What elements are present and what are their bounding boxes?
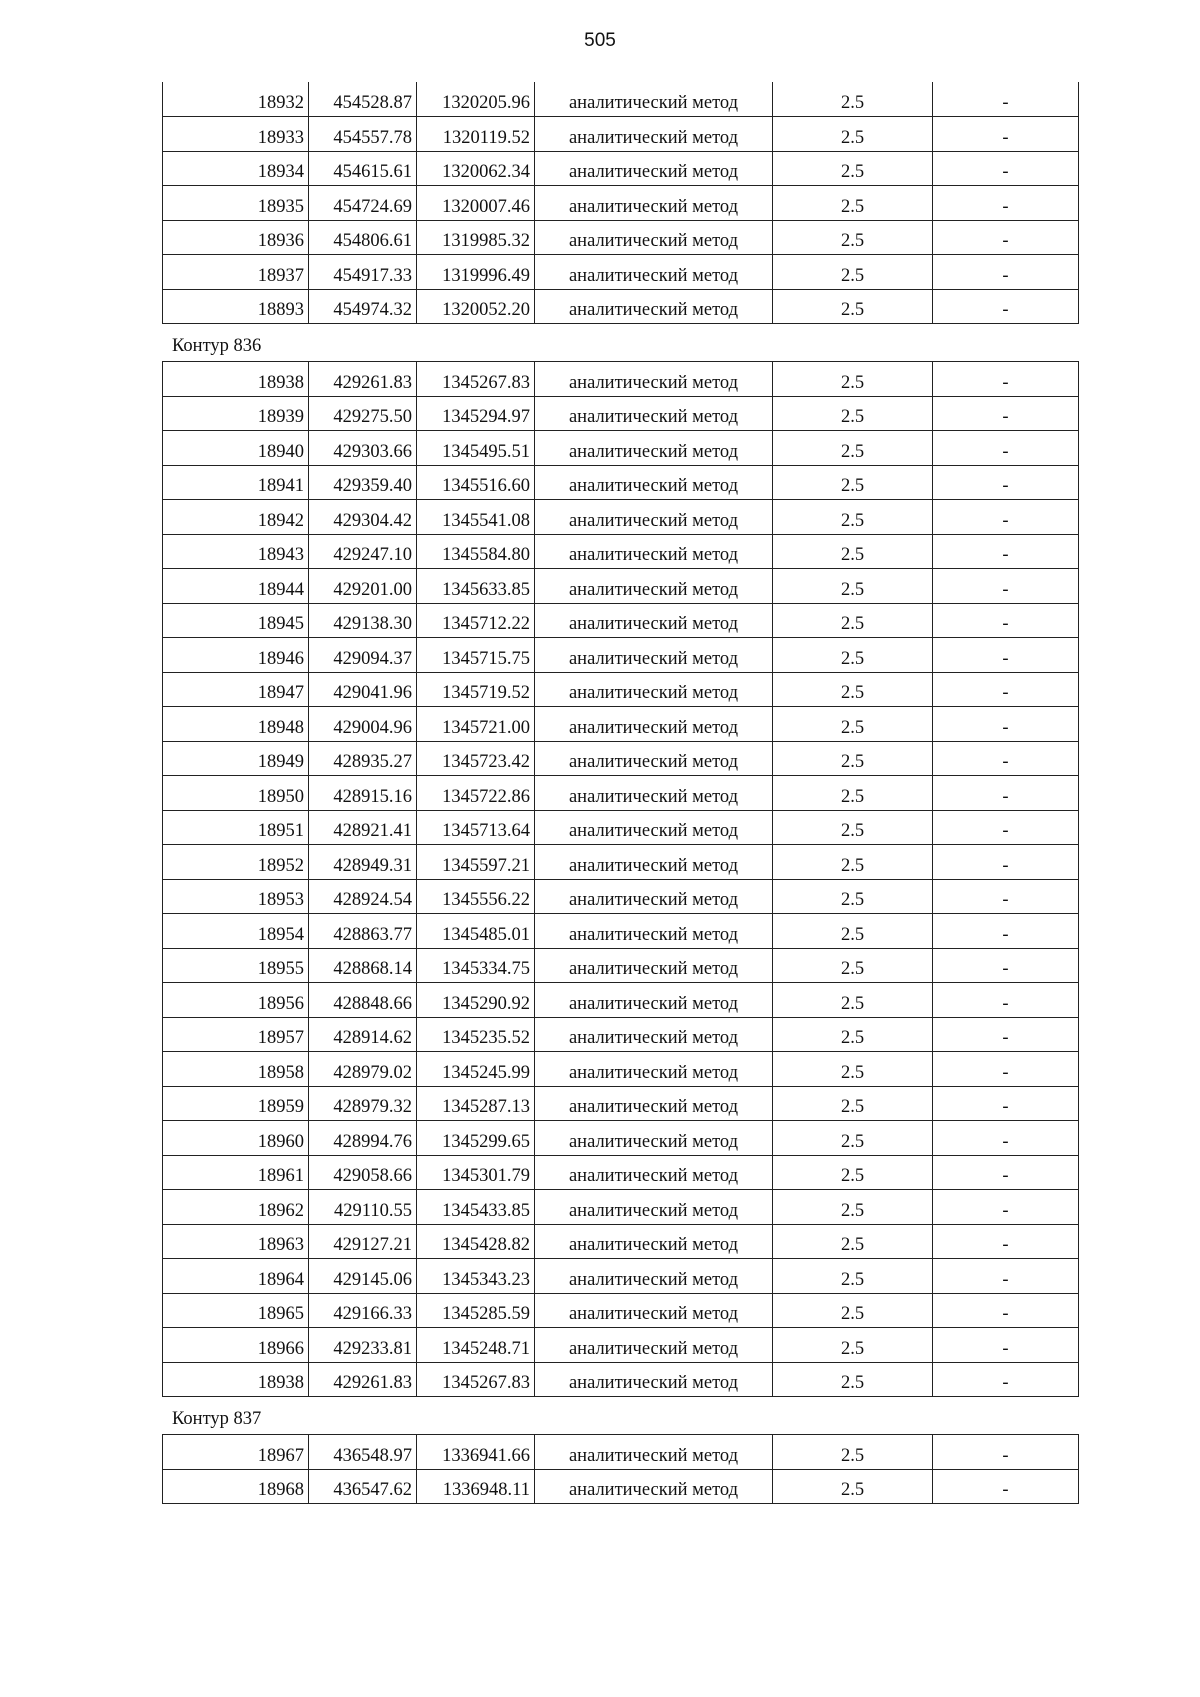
x-coordinate-cell: 428863.77 <box>309 914 417 949</box>
table-row <box>163 914 1079 949</box>
note-cell: - <box>933 1362 1079 1397</box>
method-cell: аналитический метод <box>535 707 773 742</box>
table-row <box>163 879 1079 914</box>
accuracy-cell: 2.5 <box>773 362 933 397</box>
y-coordinate-cell: 1345267.83 <box>417 362 535 397</box>
point-number-cell: 18935 <box>163 186 309 221</box>
method-cell: аналитический метод <box>535 1224 773 1259</box>
x-coordinate-cell: 429233.81 <box>309 1328 417 1363</box>
table-row <box>163 151 1079 186</box>
accuracy-cell: 2.5 <box>773 1259 933 1294</box>
point-number-cell: 18939 <box>163 396 309 431</box>
table-row <box>163 776 1079 811</box>
accuracy-cell: 2.5 <box>773 1328 933 1363</box>
y-coordinate-cell: 1345245.99 <box>417 1052 535 1087</box>
x-coordinate-cell: 429275.50 <box>309 396 417 431</box>
point-number-cell: 18940 <box>163 431 309 466</box>
table-row <box>163 983 1079 1018</box>
method-cell: аналитический метод <box>535 1121 773 1156</box>
x-coordinate-cell: 454917.33 <box>309 255 417 290</box>
note-cell: - <box>933 1190 1079 1225</box>
y-coordinate-cell: 1345294.97 <box>417 396 535 431</box>
x-coordinate-cell: 454528.87 <box>309 82 417 117</box>
point-number-cell: 18963 <box>163 1224 309 1259</box>
method-cell: аналитический метод <box>535 845 773 880</box>
accuracy-cell: 2.5 <box>773 1190 933 1225</box>
y-coordinate-cell: 1345719.52 <box>417 672 535 707</box>
accuracy-cell: 2.5 <box>773 151 933 186</box>
accuracy-cell: 2.5 <box>773 914 933 949</box>
point-number-cell: 18962 <box>163 1190 309 1225</box>
point-number-cell: 18948 <box>163 707 309 742</box>
method-cell: аналитический метод <box>535 948 773 983</box>
accuracy-cell: 2.5 <box>773 879 933 914</box>
table-row <box>163 534 1079 569</box>
method-cell: аналитический метод <box>535 1190 773 1225</box>
table-row <box>163 117 1079 152</box>
method-cell: аналитический метод <box>535 672 773 707</box>
note-cell: - <box>933 776 1079 811</box>
method-cell: аналитический метод <box>535 1362 773 1397</box>
y-coordinate-cell: 1345334.75 <box>417 948 535 983</box>
x-coordinate-cell: 429127.21 <box>309 1224 417 1259</box>
method-cell: аналитический метод <box>535 983 773 1018</box>
table-row <box>163 1362 1079 1397</box>
point-number-cell: 18936 <box>163 220 309 255</box>
table-row <box>163 1190 1079 1225</box>
note-cell: - <box>933 1224 1079 1259</box>
point-number-cell: 18958 <box>163 1052 309 1087</box>
method-cell: аналитический метод <box>535 289 773 324</box>
table-row <box>163 638 1079 673</box>
x-coordinate-cell: 454615.61 <box>309 151 417 186</box>
method-cell: аналитический метод <box>535 638 773 673</box>
method-cell: аналитический метод <box>535 879 773 914</box>
table-row <box>163 948 1079 983</box>
point-number-cell: 18933 <box>163 117 309 152</box>
point-number-cell: 18953 <box>163 879 309 914</box>
note-cell: - <box>933 534 1079 569</box>
y-coordinate-cell: 1336948.11 <box>417 1469 535 1504</box>
x-coordinate-cell: 429004.96 <box>309 707 417 742</box>
note-cell: - <box>933 1259 1079 1294</box>
y-coordinate-cell: 1345723.42 <box>417 741 535 776</box>
y-coordinate-cell: 1345285.59 <box>417 1293 535 1328</box>
contour-title: Контур 836 <box>172 336 262 356</box>
point-number-cell: 18947 <box>163 672 309 707</box>
point-number-cell: 18967 <box>163 1435 309 1470</box>
point-number-cell: 18954 <box>163 914 309 949</box>
note-cell: - <box>933 879 1079 914</box>
x-coordinate-cell: 429110.55 <box>309 1190 417 1225</box>
accuracy-cell: 2.5 <box>773 638 933 673</box>
y-coordinate-cell: 1319996.49 <box>417 255 535 290</box>
y-coordinate-cell: 1320052.20 <box>417 289 535 324</box>
method-cell: аналитический метод <box>535 1052 773 1087</box>
accuracy-cell: 2.5 <box>773 500 933 535</box>
y-coordinate-cell: 1345248.71 <box>417 1328 535 1363</box>
note-cell: - <box>933 603 1079 638</box>
method-cell: аналитический метод <box>535 1328 773 1363</box>
x-coordinate-cell: 429304.42 <box>309 500 417 535</box>
y-coordinate-cell: 1345712.22 <box>417 603 535 638</box>
note-cell: - <box>933 672 1079 707</box>
table-row <box>163 603 1079 638</box>
y-coordinate-cell: 1345343.23 <box>417 1259 535 1294</box>
x-coordinate-cell: 429138.30 <box>309 603 417 638</box>
note-cell: - <box>933 465 1079 500</box>
point-number-cell: 18938 <box>163 362 309 397</box>
table-row <box>163 431 1079 466</box>
y-coordinate-cell: 1345584.80 <box>417 534 535 569</box>
point-number-cell: 18944 <box>163 569 309 604</box>
point-number-cell: 18938 <box>163 1362 309 1397</box>
table-row <box>163 82 1079 117</box>
note-cell: - <box>933 1017 1079 1052</box>
x-coordinate-cell: 429166.33 <box>309 1293 417 1328</box>
point-number-cell: 18952 <box>163 845 309 880</box>
note-cell: - <box>933 1328 1079 1363</box>
y-coordinate-cell: 1345516.60 <box>417 465 535 500</box>
accuracy-cell: 2.5 <box>773 1435 933 1470</box>
point-number-cell: 18942 <box>163 500 309 535</box>
note-cell: - <box>933 151 1079 186</box>
accuracy-cell: 2.5 <box>773 186 933 221</box>
contour-title: Контур 837 <box>172 1409 262 1429</box>
accuracy-cell: 2.5 <box>773 1293 933 1328</box>
table-row <box>163 1469 1079 1504</box>
method-cell: аналитический метод <box>535 500 773 535</box>
accuracy-cell: 2.5 <box>773 672 933 707</box>
point-number-cell: 18951 <box>163 810 309 845</box>
table-row <box>163 362 1079 397</box>
accuracy-cell: 2.5 <box>773 1052 933 1087</box>
accuracy-cell: 2.5 <box>773 948 933 983</box>
accuracy-cell: 2.5 <box>773 289 933 324</box>
table-row <box>163 289 1079 324</box>
y-coordinate-cell: 1345633.85 <box>417 569 535 604</box>
y-coordinate-cell: 1345287.13 <box>417 1086 535 1121</box>
accuracy-cell: 2.5 <box>773 1224 933 1259</box>
point-number-cell: 18932 <box>163 82 309 117</box>
x-coordinate-cell: 429145.06 <box>309 1259 417 1294</box>
point-number-cell: 18950 <box>163 776 309 811</box>
accuracy-cell: 2.5 <box>773 845 933 880</box>
x-coordinate-cell: 428914.62 <box>309 1017 417 1052</box>
point-number-cell: 18955 <box>163 948 309 983</box>
x-coordinate-cell: 429247.10 <box>309 534 417 569</box>
table-row <box>163 1017 1079 1052</box>
point-number-cell: 18965 <box>163 1293 309 1328</box>
x-coordinate-cell: 436547.62 <box>309 1469 417 1504</box>
accuracy-cell: 2.5 <box>773 603 933 638</box>
method-cell: аналитический метод <box>535 255 773 290</box>
table-row <box>163 186 1079 221</box>
y-coordinate-cell: 1345290.92 <box>417 983 535 1018</box>
note-cell: - <box>933 220 1079 255</box>
accuracy-cell: 2.5 <box>773 1017 933 1052</box>
x-coordinate-cell: 428921.41 <box>309 810 417 845</box>
y-coordinate-cell: 1345597.21 <box>417 845 535 880</box>
method-cell: аналитический метод <box>535 569 773 604</box>
method-cell: аналитический метод <box>535 534 773 569</box>
x-coordinate-cell: 436548.97 <box>309 1435 417 1470</box>
x-coordinate-cell: 428935.27 <box>309 741 417 776</box>
x-coordinate-cell: 428915.16 <box>309 776 417 811</box>
y-coordinate-cell: 1345713.64 <box>417 810 535 845</box>
point-number-cell: 18964 <box>163 1259 309 1294</box>
table-row <box>163 1224 1079 1259</box>
accuracy-cell: 2.5 <box>773 1121 933 1156</box>
method-cell: аналитический метод <box>535 220 773 255</box>
x-coordinate-cell: 454974.32 <box>309 289 417 324</box>
accuracy-cell: 2.5 <box>773 810 933 845</box>
point-number-cell: 18943 <box>163 534 309 569</box>
note-cell: - <box>933 569 1079 604</box>
accuracy-cell: 2.5 <box>773 1155 933 1190</box>
method-cell: аналитический метод <box>535 1155 773 1190</box>
note-cell: - <box>933 186 1079 221</box>
y-coordinate-cell: 1320007.46 <box>417 186 535 221</box>
point-number-cell: 18957 <box>163 1017 309 1052</box>
y-coordinate-cell: 1336941.66 <box>417 1435 535 1470</box>
method-cell: аналитический метод <box>535 431 773 466</box>
method-cell: аналитический метод <box>535 186 773 221</box>
note-cell: - <box>933 1155 1079 1190</box>
y-coordinate-cell: 1345541.08 <box>417 500 535 535</box>
accuracy-cell: 2.5 <box>773 983 933 1018</box>
x-coordinate-cell: 454806.61 <box>309 220 417 255</box>
x-coordinate-cell: 428924.54 <box>309 879 417 914</box>
note-cell: - <box>933 1469 1079 1504</box>
method-cell: аналитический метод <box>535 603 773 638</box>
accuracy-cell: 2.5 <box>773 776 933 811</box>
coordinates-table <box>162 1434 1079 1504</box>
y-coordinate-cell: 1345428.82 <box>417 1224 535 1259</box>
x-coordinate-cell: 429041.96 <box>309 672 417 707</box>
point-number-cell: 18941 <box>163 465 309 500</box>
accuracy-cell: 2.5 <box>773 1469 933 1504</box>
table-row <box>163 220 1079 255</box>
accuracy-cell: 2.5 <box>773 707 933 742</box>
table-row <box>163 569 1079 604</box>
table-row <box>163 255 1079 290</box>
method-cell: аналитический метод <box>535 1259 773 1294</box>
y-coordinate-cell: 1345485.01 <box>417 914 535 949</box>
table-row <box>163 845 1079 880</box>
note-cell: - <box>933 638 1079 673</box>
point-number-cell: 18893 <box>163 289 309 324</box>
x-coordinate-cell: 428949.31 <box>309 845 417 880</box>
note-cell: - <box>933 500 1079 535</box>
method-cell: аналитический метод <box>535 1469 773 1504</box>
table-row <box>163 1293 1079 1328</box>
note-cell: - <box>933 845 1079 880</box>
point-number-cell: 18949 <box>163 741 309 776</box>
note-cell: - <box>933 396 1079 431</box>
note-cell: - <box>933 983 1079 1018</box>
method-cell: аналитический метод <box>535 741 773 776</box>
accuracy-cell: 2.5 <box>773 431 933 466</box>
method-cell: аналитический метод <box>535 465 773 500</box>
y-coordinate-cell: 1320119.52 <box>417 117 535 152</box>
y-coordinate-cell: 1320205.96 <box>417 82 535 117</box>
accuracy-cell: 2.5 <box>773 1362 933 1397</box>
point-number-cell: 18946 <box>163 638 309 673</box>
accuracy-cell: 2.5 <box>773 741 933 776</box>
accuracy-cell: 2.5 <box>773 117 933 152</box>
x-coordinate-cell: 429359.40 <box>309 465 417 500</box>
method-cell: аналитический метод <box>535 1086 773 1121</box>
x-coordinate-cell: 454724.69 <box>309 186 417 221</box>
method-cell: аналитический метод <box>535 362 773 397</box>
point-number-cell: 18934 <box>163 151 309 186</box>
y-coordinate-cell: 1345722.86 <box>417 776 535 811</box>
accuracy-cell: 2.5 <box>773 1086 933 1121</box>
note-cell: - <box>933 707 1079 742</box>
x-coordinate-cell: 429058.66 <box>309 1155 417 1190</box>
method-cell: аналитический метод <box>535 776 773 811</box>
y-coordinate-cell: 1345495.51 <box>417 431 535 466</box>
coordinates-table <box>162 361 1079 1397</box>
accuracy-cell: 2.5 <box>773 534 933 569</box>
note-cell: - <box>933 1435 1079 1470</box>
table-row <box>163 1259 1079 1294</box>
accuracy-cell: 2.5 <box>773 569 933 604</box>
note-cell: - <box>933 362 1079 397</box>
y-coordinate-cell: 1345267.83 <box>417 1362 535 1397</box>
note-cell: - <box>933 1052 1079 1087</box>
table-row <box>163 1121 1079 1156</box>
point-number-cell: 18959 <box>163 1086 309 1121</box>
accuracy-cell: 2.5 <box>773 82 933 117</box>
note-cell: - <box>933 117 1079 152</box>
note-cell: - <box>933 1293 1079 1328</box>
y-coordinate-cell: 1345235.52 <box>417 1017 535 1052</box>
note-cell: - <box>933 914 1079 949</box>
note-cell: - <box>933 810 1079 845</box>
table-row <box>163 1328 1079 1363</box>
method-cell: аналитический метод <box>535 82 773 117</box>
y-coordinate-cell: 1345715.75 <box>417 638 535 673</box>
point-number-cell: 18966 <box>163 1328 309 1363</box>
table-row <box>163 1155 1079 1190</box>
table-row <box>163 672 1079 707</box>
note-cell: - <box>933 1086 1079 1121</box>
coordinates-table <box>162 82 1079 324</box>
method-cell: аналитический метод <box>535 396 773 431</box>
point-number-cell: 18945 <box>163 603 309 638</box>
table-row <box>163 1052 1079 1087</box>
x-coordinate-cell: 428848.66 <box>309 983 417 1018</box>
accuracy-cell: 2.5 <box>773 255 933 290</box>
method-cell: аналитический метод <box>535 1293 773 1328</box>
point-number-cell: 18961 <box>163 1155 309 1190</box>
table-row <box>163 741 1079 776</box>
table-row <box>163 1435 1079 1470</box>
note-cell: - <box>933 741 1079 776</box>
table-row <box>163 810 1079 845</box>
point-number-cell: 18960 <box>163 1121 309 1156</box>
x-coordinate-cell: 429261.83 <box>309 362 417 397</box>
table-row <box>163 707 1079 742</box>
note-cell: - <box>933 948 1079 983</box>
x-coordinate-cell: 429094.37 <box>309 638 417 673</box>
accuracy-cell: 2.5 <box>773 220 933 255</box>
y-coordinate-cell: 1345301.79 <box>417 1155 535 1190</box>
x-coordinate-cell: 429201.00 <box>309 569 417 604</box>
x-coordinate-cell: 428994.76 <box>309 1121 417 1156</box>
method-cell: аналитический метод <box>535 1017 773 1052</box>
note-cell: - <box>933 82 1079 117</box>
method-cell: аналитический метод <box>535 151 773 186</box>
table-row <box>163 1086 1079 1121</box>
x-coordinate-cell: 428979.32 <box>309 1086 417 1121</box>
note-cell: - <box>933 255 1079 290</box>
x-coordinate-cell: 428979.02 <box>309 1052 417 1087</box>
y-coordinate-cell: 1345433.85 <box>417 1190 535 1225</box>
accuracy-cell: 2.5 <box>773 465 933 500</box>
y-coordinate-cell: 1320062.34 <box>417 151 535 186</box>
method-cell: аналитический метод <box>535 1435 773 1470</box>
method-cell: аналитический метод <box>535 914 773 949</box>
x-coordinate-cell: 429261.83 <box>309 1362 417 1397</box>
point-number-cell: 18968 <box>163 1469 309 1504</box>
table-row <box>163 396 1079 431</box>
note-cell: - <box>933 431 1079 466</box>
y-coordinate-cell: 1345721.00 <box>417 707 535 742</box>
y-coordinate-cell: 1345556.22 <box>417 879 535 914</box>
page-number: 505 <box>584 30 616 51</box>
accuracy-cell: 2.5 <box>773 396 933 431</box>
y-coordinate-cell: 1345299.65 <box>417 1121 535 1156</box>
note-cell: - <box>933 1121 1079 1156</box>
document-content <box>162 82 1078 1504</box>
note-cell: - <box>933 289 1079 324</box>
x-coordinate-cell: 429303.66 <box>309 431 417 466</box>
x-coordinate-cell: 428868.14 <box>309 948 417 983</box>
x-coordinate-cell: 454557.78 <box>309 117 417 152</box>
method-cell: аналитический метод <box>535 810 773 845</box>
method-cell: аналитический метод <box>535 117 773 152</box>
y-coordinate-cell: 1319985.32 <box>417 220 535 255</box>
table-row <box>163 500 1079 535</box>
point-number-cell: 18937 <box>163 255 309 290</box>
table-row <box>163 465 1079 500</box>
point-number-cell: 18956 <box>163 983 309 1018</box>
